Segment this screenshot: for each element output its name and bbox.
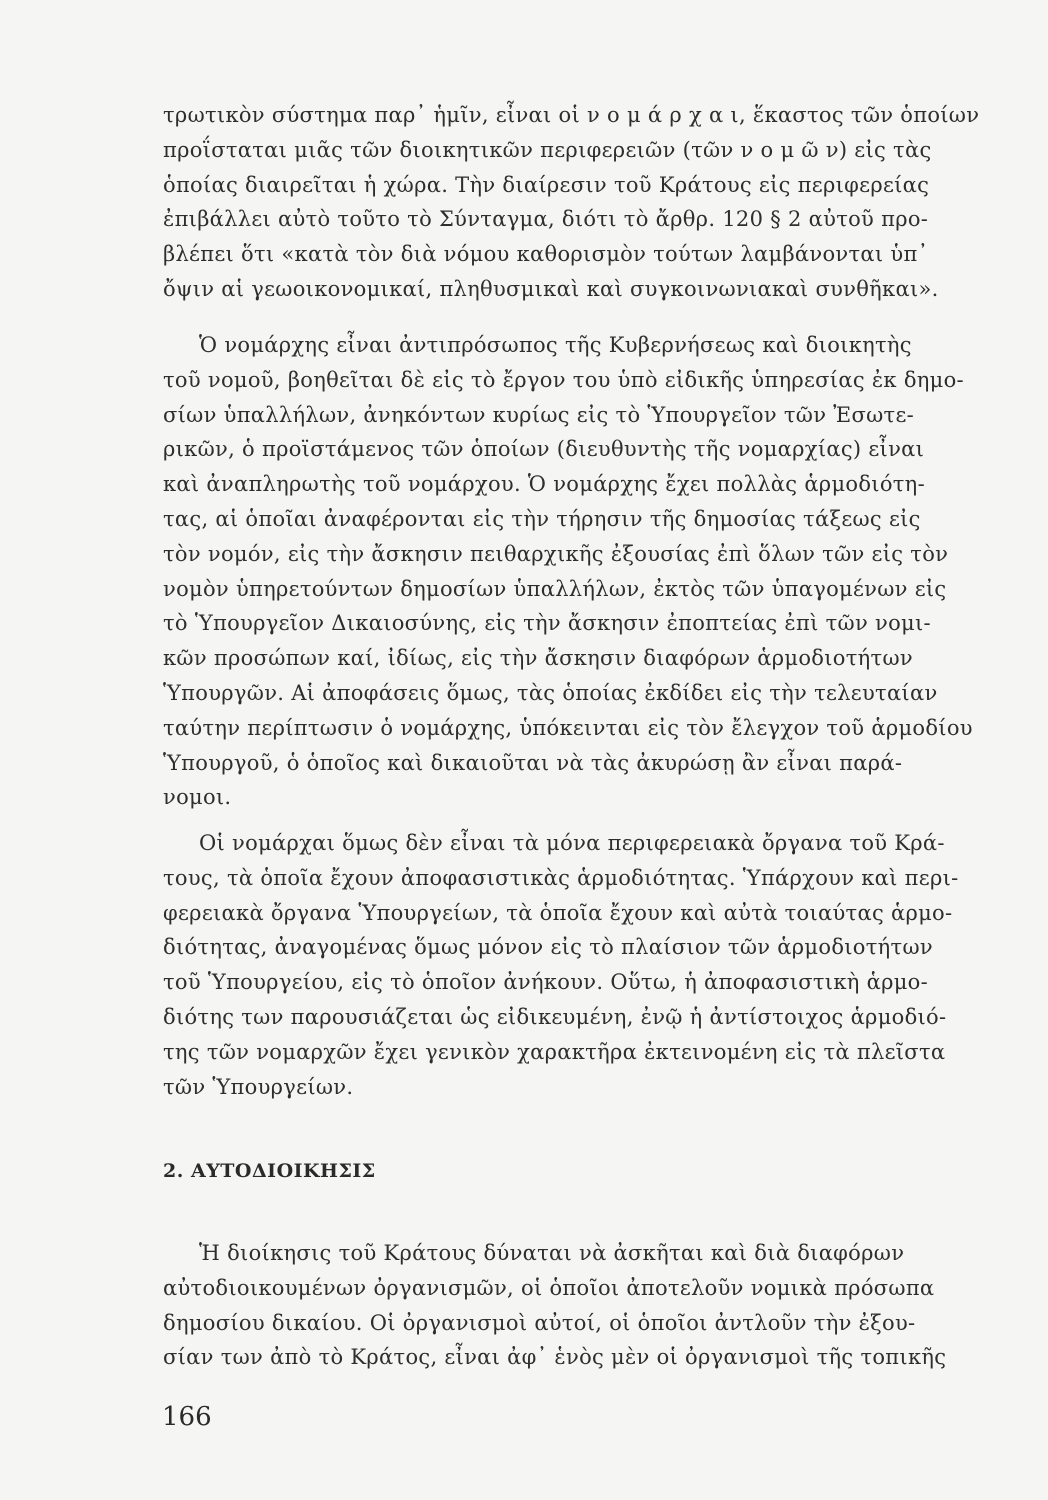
text-line: νομοι. [163,785,232,810]
text-line: ταύτην περίπτωσιν ὁ νομάρχης, ὑπόκεινται εἰς τὸν ἔλεγχον τοῦ ἁρμοδίου [163,715,973,740]
text-line: σίαν των ἀπὸ τὸ Κράτος, εἶναι ἀφ᾽ ἑνὸς μὲν οἱ ὀργανισμοὶ τῆς τοπικῆς [163,1345,947,1370]
text-line: διότης των παρουσιάζεται ὡς εἰδικευμένη, ἐνῷ ἡ ἀντίστοιχος ἁρμοδιό- [163,1004,947,1029]
paragraph-nomarchs-intro [163,98,980,307]
text-line: τους, τὰ ὁποῖα ἔχουν ἀποφασιστικὰς ἁρμοδιότητας. Ὑπάρχουν καὶ περι- [163,865,959,890]
text-line: κῶν προσώπων καί, ἰδίως, εἰς τὴν ἄσκησιν διαφόρων ἁρμοδιοτήτων [163,646,913,671]
text-line: Οἱ νομάρχαι ὅμως δὲν εἶναι τὰ μόνα περιφερειακὰ ὄργανα τοῦ Κρά- [199,831,945,855]
text-line: τοῦ Ὑπουργείου, εἰς τὸ ὁποῖον ἀνήκουν. Οὕτω, ἡ ἀποφασιστικὴ ἁρμο- [163,970,929,995]
section-heading: 2. ΑΥΤΟΔΙΟΙΚΗΣΙΣ [163,1160,376,1182]
text-line: τας, αἱ ὁποῖαι ἀναφέρονται εἰς τὴν τήρησιν τῆς δημοσίας τάξεως εἰς [163,506,921,531]
text-line: νομὸν ὑπηρετούντων δημοσίων ὑπαλλήλων, ἐκτὸς τῶν ὑπαγομένων εἰς [163,576,947,601]
text-line: αὐτοδιοικουμένων ὀργανισμῶν, οἱ ὁποῖοι ἀποτελοῦν νομικὰ πρόσωπα [163,1275,935,1300]
paragraph-self-government [163,1236,947,1375]
text-line: διότητας, ἀναγομένας ὅμως μόνον εἰς τὸ πλαίσιον τῶν ἁρμοδιοτήτων [163,935,933,960]
text-line: δημοσίου δικαίου. Οἱ ὀργανισμοὶ αὐτοί, οἱ ὁποῖοι ἀντλοῦν τὴν ἐξου- [163,1310,916,1335]
text-line: φερειακὰ ὄργανα Ὑπουργείων, τὰ ὁποῖα ἔχουν καὶ αὐτὰ τοιαύτας ἁρμο- [163,900,953,925]
text-line: τὸ Ὑπουργεῖον Δικαιοσύνης, εἰς τὴν ἄσκησιν ἐποπτείας ἐπὶ τῶν νομι- [163,611,931,636]
text-line: τρωτικὸν σύστημα παρ᾽ ἡμῖν, εἶναι οἱ ν ο μ ά ρ χ α ι, ἕκαστος τῶν ὁποίων [163,103,980,127]
text-line: Ὁ νομάρχης εἶναι ἀντιπρόσωπος τῆς Κυβερνήσεως καὶ διοικητὴς [199,333,912,357]
text-line: προΐσταται μιᾶς τῶν διοικητικῶν περιφερειῶν (τῶν ν ο μ ῶ ν) εἰς τὰς [163,137,932,162]
text-line: σίων ὑπαλλήλων, ἀνηκόντων κυρίως εἰς τὸ Ὑπουργεῖον τῶν Ἐσωτε- [163,402,915,427]
text-line: Ἡ διοίκησις τοῦ Κράτους δύναται νὰ ἀσκῆται καὶ διὰ διαφόρων [199,1241,905,1265]
text-line: ὄψιν αἱ γεωοικονομικαί, πληθυσμικαὶ καὶ συγκοινωνιακαὶ συνθῆκαι». [163,276,939,301]
paragraph-regional-organs [163,826,959,1104]
text-line: Ὑπουργοῦ, ὁ ὁποῖος καὶ δικαιοῦται νὰ τὰς ἀκυρώσῃ ἂν εἶναι παρά- [163,750,903,775]
text-line: τοῦ νομοῦ, βοηθεῖται δὲ εἰς τὸ ἔργον του ὑπὸ εἰδικῆς ὑπηρεσίας ἐκ δημο- [163,367,964,392]
text-line: ἐπιβάλλει αὐτὸ τοῦτο τὸ Σύνταγμα, διότι τὸ ἄρθρ. 120 § 2 αὐτοῦ προ- [163,207,929,232]
text-line: καὶ ἀναπληρωτὴς τοῦ νομάρχου. Ὁ νομάρχης ἔχει πολλὰς ἁρμοδιότη- [163,472,925,497]
text-line: βλέπει ὅτι «κατὰ τὸν διὰ νόμου καθορισμὸν τούτων λαμβάνονται ὑπ᾽ [163,242,929,267]
text-line: ρικῶν, ὁ προϊστάμενος τῶν ὁποίων (διευθυντὴς τῆς νομαρχίας) εἶναι [163,437,925,462]
paragraph-nomarch-role [163,328,973,815]
text-line: της τῶν νομαρχῶν ἔχει γενικὸν χαρακτῆρα ἐκτεινομένη εἰς τὰ πλεῖστα [163,1039,946,1064]
text-line: ὁποίας διαιρεῖται ἡ χώρα. Τὴν διαίρεσιν τοῦ Κράτους εἰς περιφερείας [163,172,930,197]
text-line: τῶν Ὑπουργείων. [163,1074,354,1099]
text-line: τὸν νομόν, εἰς τὴν ἄσκησιν πειθαρχικῆς ἐξουσίας ἐπὶ ὅλων τῶν εἰς τὸν [163,541,949,566]
text-line: Ὑπουργῶν. Αἱ ἀποφάσεις ὅμως, τὰς ὁποίας ἐκδίδει εἰς τὴν τελευταίαν [163,680,938,705]
page-number: 166 [162,1402,212,1432]
